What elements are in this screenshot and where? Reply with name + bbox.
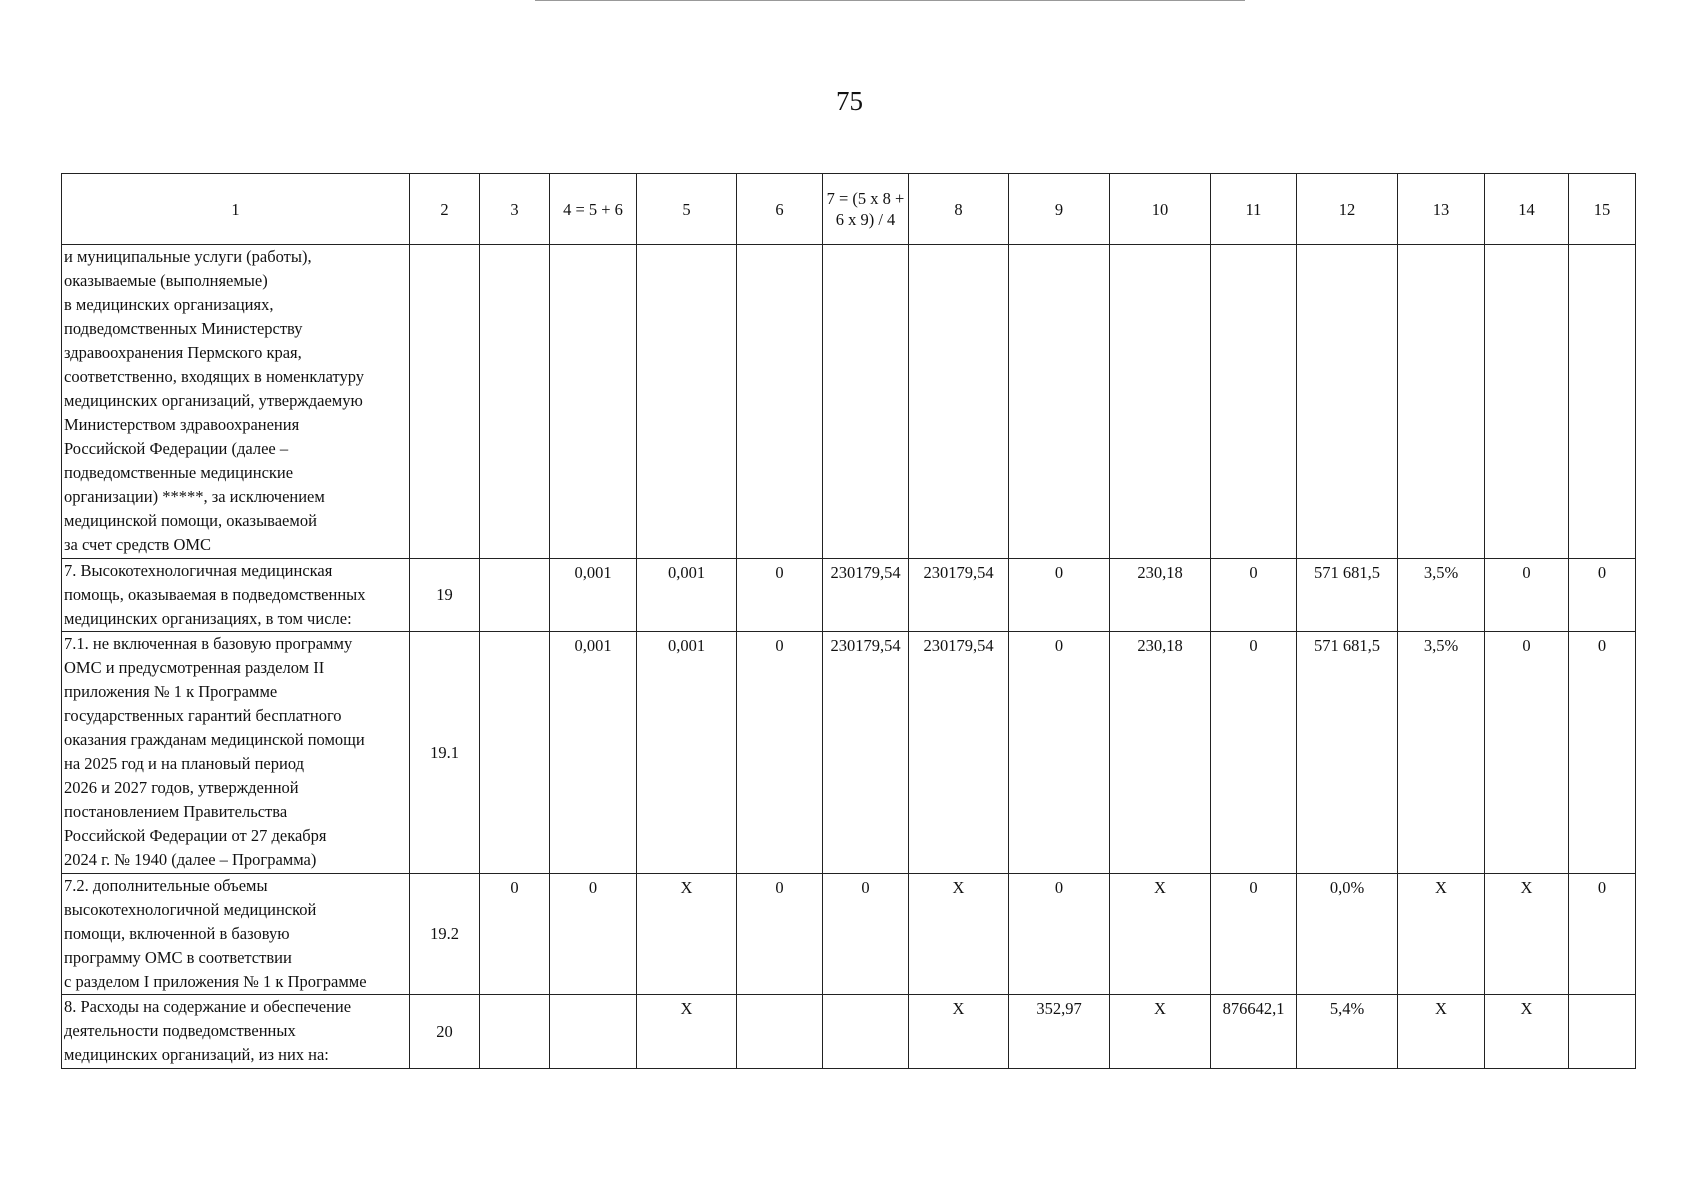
table-cell: 230179,54	[823, 559, 909, 632]
table-cell: 0	[1569, 874, 1636, 995]
table-cell: 0	[480, 874, 550, 995]
table-cell: Х	[1398, 995, 1485, 1069]
table-cell: 876642,1	[1211, 995, 1297, 1069]
table-cell: Х	[1485, 874, 1569, 995]
header-cell: 3	[480, 174, 550, 245]
table-cell: Х	[637, 995, 737, 1069]
row-code: 19	[410, 559, 480, 632]
scan-top-edge	[535, 0, 1245, 1]
table-cell	[1297, 245, 1398, 559]
table-cell: Х	[1485, 995, 1569, 1069]
row-description: 7.2. дополнительные объемы высокотехнологичной медицинской помощи, включенной в базовую программу ОМС в соответствии с разделом I приложения № 1 к Программе	[62, 874, 410, 995]
row-code: 19.1	[410, 632, 480, 874]
data-table	[61, 173, 1636, 1069]
table-cell	[480, 995, 550, 1069]
table-cell: 0	[737, 632, 823, 874]
table-cell	[480, 559, 550, 632]
row-code: 20	[410, 995, 480, 1069]
table-cell	[1211, 245, 1297, 559]
header-cell: 1	[62, 174, 410, 245]
table-row	[62, 874, 1636, 995]
table-cell: Х	[1110, 995, 1211, 1069]
table-cell: 0	[737, 874, 823, 995]
table-cell: 0	[1009, 874, 1110, 995]
table-cell	[1485, 245, 1569, 559]
table-cell: Х	[637, 874, 737, 995]
table-cell	[1398, 245, 1485, 559]
table-cell	[1569, 245, 1636, 559]
header-cell: 9	[1009, 174, 1110, 245]
page-number: 75	[836, 86, 863, 116]
header-cell: 8	[909, 174, 1009, 245]
table-cell: 230,18	[1110, 632, 1211, 874]
table-cell: 0	[550, 874, 637, 995]
table-cell: 0	[1211, 559, 1297, 632]
table-cell: 0,001	[550, 632, 637, 874]
row-description: и муниципальные услуги (работы), оказываемые (выполняемые) в медицинских организациях, подведомственных Министерству здравоохранения Пермского края, соответственно, входящих в номенклатуру медицинских организаций, утверждаемую Министерством здравоохранения Российской Федерации (далее – подведомственные медицинские организации) *****, за исключением медицинской помощи, оказываемой за счет средств ОМС	[62, 245, 410, 559]
table-cell: 0	[1485, 632, 1569, 874]
table-cell: 0,001	[550, 559, 637, 632]
header-cell: 11	[1211, 174, 1297, 245]
table-cell: 230179,54	[909, 559, 1009, 632]
table-cell: 3,5%	[1398, 559, 1485, 632]
table-cell: 0,0%	[1297, 874, 1398, 995]
header-cell: 10	[1110, 174, 1211, 245]
table-row	[62, 995, 1636, 1069]
table-cell: 0	[1485, 559, 1569, 632]
table-cell: Х	[909, 995, 1009, 1069]
header-cell: 14	[1485, 174, 1569, 245]
table-row	[62, 632, 1636, 874]
row-code: 19.2	[410, 874, 480, 995]
row-description: 8. Расходы на содержание и обеспечение деятельности подведомственных медицинских организаций, из них на:	[62, 995, 410, 1069]
row-description: 7. Высокотехнологичная медицинская помощь, оказываемая в подведомственных медицинских организациях, в том числе:	[62, 559, 410, 632]
table-cell: 0	[1211, 874, 1297, 995]
table-cell	[550, 245, 637, 559]
table-row	[62, 245, 1636, 559]
table-cell	[550, 995, 637, 1069]
header-cell: 2	[410, 174, 480, 245]
table-cell	[1110, 245, 1211, 559]
table-cell: 0	[737, 559, 823, 632]
header-cell: 12	[1297, 174, 1398, 245]
table-cell: 230179,54	[823, 632, 909, 874]
header-cell: 13	[1398, 174, 1485, 245]
table-cell: Х	[1110, 874, 1211, 995]
header-cell: 4 = 5 + 6	[550, 174, 637, 245]
header-cell: 5	[637, 174, 737, 245]
row-description: 7.1. не включенная в базовую программу ОМС и предусмотренная разделом II приложения № 1 к Программе государственных гарантий бесплатного оказания гражданам медицинской помощи на 2025 год и на плановый период 2026 и 2027 годов, утвержденной постановлением Правительства Российской Федерации от 27 декабря 2024 г. № 1940 (далее – Программа)	[62, 632, 410, 874]
table-cell	[823, 245, 909, 559]
table-cell: 3,5%	[1398, 632, 1485, 874]
table-row	[62, 559, 1636, 632]
table-cell: 0	[1211, 632, 1297, 874]
table-cell	[480, 245, 550, 559]
table-cell	[737, 245, 823, 559]
table-cell: 352,97	[1009, 995, 1110, 1069]
table-cell: 0,001	[637, 559, 737, 632]
table-cell	[737, 995, 823, 1069]
table-cell: 0	[1009, 632, 1110, 874]
table-cell: 0	[823, 874, 909, 995]
table-cell: 571 681,5	[1297, 559, 1398, 632]
header-cell: 15	[1569, 174, 1636, 245]
table-cell: 0,001	[637, 632, 737, 874]
table-cell: 0	[1569, 559, 1636, 632]
table-cell	[480, 632, 550, 874]
table-cell	[1009, 245, 1110, 559]
table-cell: Х	[1398, 874, 1485, 995]
table-cell: 230,18	[1110, 559, 1211, 632]
table-cell	[909, 245, 1009, 559]
header-cell: 7 = (5 х 8 + 6 х 9) / 4	[823, 174, 909, 245]
table-cell: 571 681,5	[1297, 632, 1398, 874]
table-cell	[823, 995, 909, 1069]
table-cell: Х	[909, 874, 1009, 995]
header-cell: 6	[737, 174, 823, 245]
table-cell	[1569, 995, 1636, 1069]
table-cell: 5,4%	[1297, 995, 1398, 1069]
header-row	[62, 174, 1636, 245]
row-code	[410, 245, 480, 559]
table-cell: 0	[1009, 559, 1110, 632]
table-cell: 0	[1569, 632, 1636, 874]
table-cell: 230179,54	[909, 632, 1009, 874]
table-cell	[637, 245, 737, 559]
